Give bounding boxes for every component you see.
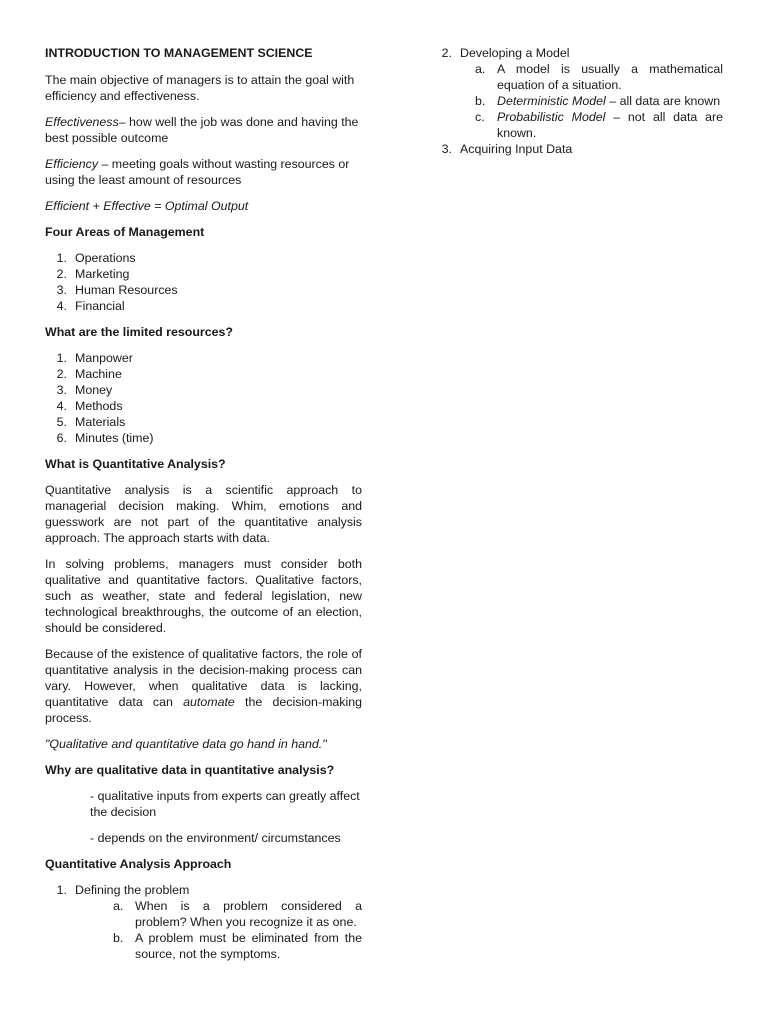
list-item: 3. Money — [56, 383, 113, 397]
efficiency-definition — [45, 156, 362, 188]
effectiveness-definition — [45, 114, 362, 146]
efficiency-term: Efficiency — [45, 157, 99, 171]
approach-list — [45, 882, 362, 962]
qa-paragraph-1: Quantitative analysis is a scientific approach to managerial decision making. Whim, emotions and guesswork are not part of the quantitative analysis approach. The approach starts with data. — [45, 483, 362, 545]
list-item: 4. Methods — [56, 399, 123, 413]
list-item: a. A model is usually a mathematical equation of a situation. — [475, 62, 723, 92]
list-item: 1. Operations — [56, 251, 136, 265]
list-item: 6. Minutes (time) — [56, 431, 154, 445]
list-item: c. Probabilistic Model – not all data are known. — [475, 110, 723, 140]
list-item: 3. Acquiring Input Data — [441, 142, 573, 156]
approach-heading: Quantitative Analysis Approach — [45, 857, 232, 871]
list-item: 1. Manpower — [56, 351, 133, 365]
why-point-1: - qualitative inputs from experts can greatly affect the decision — [90, 789, 360, 819]
list-item: 2. Developing a Model — [441, 46, 570, 60]
approach-list-continued — [430, 45, 723, 157]
areas-list — [45, 250, 362, 314]
list-item: 1. Defining the problem — [56, 883, 190, 897]
list-item: b. A problem must be eliminated from the source, not the symptoms. — [113, 931, 362, 961]
document-title: INTRODUCTION TO MANAGEMENT SCIENCE — [45, 46, 313, 60]
resources-list — [45, 350, 362, 446]
intro-paragraph: The main objective of managers is to attain the goal with efficiency and effectiveness. — [45, 73, 355, 103]
list-item: 5. Materials — [56, 415, 126, 429]
resources-heading: What are the limited resources? — [45, 325, 233, 339]
effectiveness-term: Effectiveness — [45, 115, 119, 129]
list-item: 2. Machine — [56, 367, 122, 381]
formula: Efficient + Effective = Optimal Output — [45, 199, 249, 213]
qa-paragraph-2: In solving problems, managers must consider both qualitative and quantitative factors. Qualitative factors, such as weather, state and federal legislation, new technological breakthroughs, the outcome of an election, should be considered. — [45, 557, 362, 635]
list-item: 4. Financial — [56, 299, 125, 313]
list-item: 3. Human Resources — [56, 283, 178, 297]
why-heading: Why are qualitative data in quantitative analysis? — [45, 763, 335, 777]
step1-sublist — [113, 898, 362, 962]
left-column — [45, 45, 362, 962]
effectiveness-text: – how well the job was done and having the best possible outcome — [45, 115, 359, 145]
qa-heading: What is Quantitative Analysis? — [45, 457, 226, 471]
step2-sublist — [475, 61, 723, 141]
right-column — [430, 45, 723, 157]
list-item: b. Deterministic Model – all data are known — [475, 94, 721, 108]
areas-heading: Four Areas of Management — [45, 225, 205, 239]
qa-paragraph-3: Because of the existence of qualitative factors, the role of quantitative analysis in the decision-making process can vary. However, when qualitative data is lacking, quantitative data can automate the decision-making process. — [45, 647, 363, 725]
quote: "Qualitative and quantitative data go hand in hand." — [45, 737, 327, 751]
efficiency-text: – meeting goals without wasting resources or using the least amount of resources — [45, 157, 350, 187]
why-point-2: - depends on the environment/ circumstances — [90, 831, 341, 845]
list-item: 2. Marketing — [56, 267, 130, 281]
list-item: a. When is a problem considered a problem? When you recognize it as one. — [113, 899, 362, 929]
